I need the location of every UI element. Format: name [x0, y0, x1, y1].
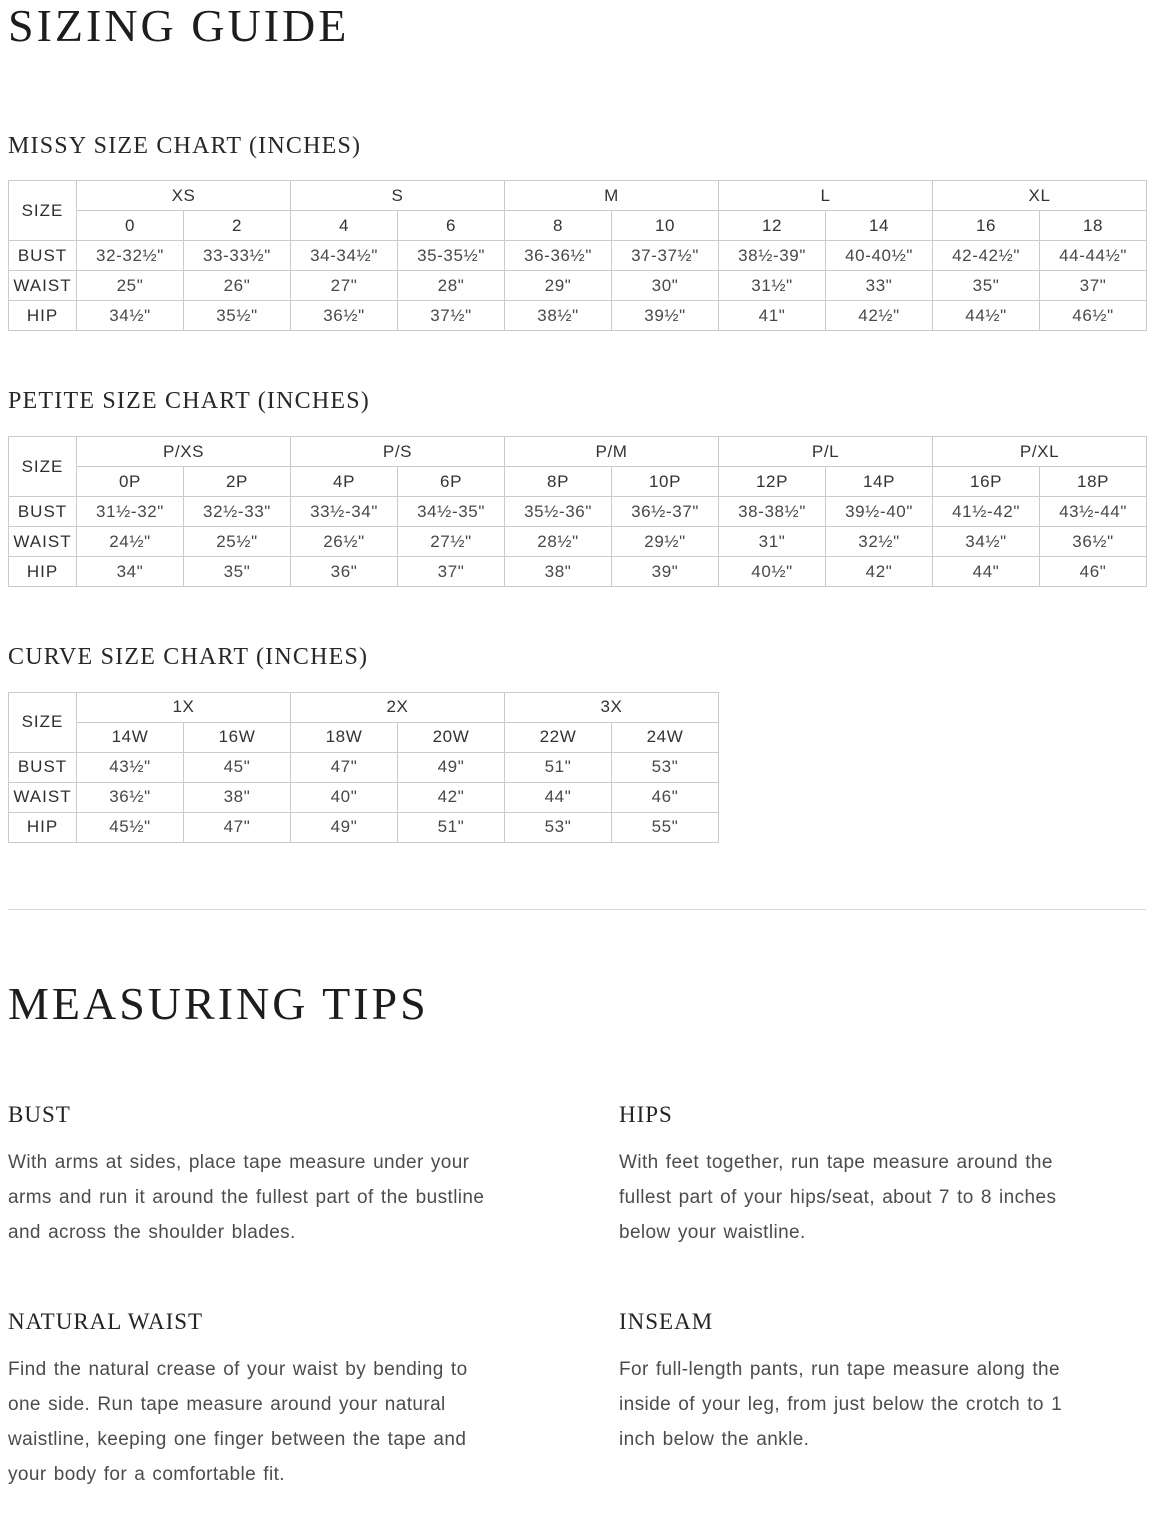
tip-heading-bust: BUST	[8, 1102, 71, 1128]
measurement-cell: 35"	[933, 271, 1040, 301]
chart-heading-missy: MISSY SIZE CHART (INCHES)	[8, 132, 362, 159]
group-header-row	[9, 437, 1147, 467]
row-label-cell: BUST	[9, 752, 77, 782]
sizes-header-row	[9, 211, 1147, 241]
measurement-cell: 37-37½"	[612, 241, 719, 271]
group-header-cell: S	[291, 181, 505, 211]
measurement-cell: 46½"	[1040, 301, 1147, 331]
measurement-cell: 46"	[1040, 557, 1147, 587]
measurement-cell: 51"	[398, 812, 505, 842]
measurement-cell: 36½-37"	[612, 497, 719, 527]
measurement-cell: 27½"	[398, 527, 505, 557]
tip-heading-natural-waist: NATURAL WAIST	[8, 1309, 204, 1335]
bust-row	[9, 241, 1147, 271]
measurement-cell: 30"	[612, 271, 719, 301]
bust-row	[9, 752, 719, 782]
group-header-cell: P/L	[719, 437, 933, 467]
measurement-cell: 39½"	[612, 301, 719, 331]
measurement-cell: 35-35½"	[398, 241, 505, 271]
group-header-cell: P/S	[291, 437, 505, 467]
size-header-cell: 12	[719, 211, 826, 241]
size-label-cell: SIZE	[9, 181, 77, 241]
table-body	[9, 241, 1147, 331]
measurement-cell: 41½-42"	[933, 497, 1040, 527]
measurement-cell: 37½"	[398, 301, 505, 331]
size-header-cell: 22W	[505, 722, 612, 752]
group-header-cell: P/XS	[77, 437, 291, 467]
section-divider	[8, 909, 1146, 910]
measuring-tips-title: MEASURING TIPS	[8, 977, 429, 1029]
size-header-cell: 4	[291, 211, 398, 241]
group-header-cell: P/XL	[933, 437, 1147, 467]
table-body	[9, 497, 1147, 587]
tip-block-inseam	[619, 1308, 1146, 1492]
size-header-cell: 16W	[184, 722, 291, 752]
measurement-cell: 36½"	[291, 301, 398, 331]
size-header-cell: 14W	[77, 722, 184, 752]
size-header-cell: 8	[505, 211, 612, 241]
measurement-cell: 33-33½"	[184, 241, 291, 271]
size-header-cell: 18	[1040, 211, 1147, 241]
group-header-cell: XS	[77, 181, 291, 211]
measurement-cell: 44½"	[933, 301, 1040, 331]
measurement-cell: 35½"	[184, 301, 291, 331]
measurement-cell: 46"	[612, 782, 719, 812]
measurement-cell: 47"	[291, 752, 398, 782]
group-header-row	[9, 181, 1147, 211]
measurement-cell: 32-32½"	[77, 241, 184, 271]
size-header-cell: 0P	[77, 467, 184, 497]
measurement-cell: 27"	[291, 271, 398, 301]
size-header-cell: 4P	[291, 467, 398, 497]
tip-text-inseam: For full-length pants, run tape measure along the inside of your leg, from just below the crotch to 1 inch below the ankle.	[619, 1358, 1063, 1450]
measurement-cell: 38½-39"	[719, 241, 826, 271]
size-header-cell: 16P	[933, 467, 1040, 497]
measurement-cell: 40"	[291, 782, 398, 812]
size-header-cell: 0	[77, 211, 184, 241]
chart-heading-petite: PETITE SIZE CHART (INCHES)	[8, 388, 370, 415]
tip-heading-inseam: INSEAM	[619, 1309, 714, 1335]
table-head	[9, 181, 1147, 241]
measurement-cell: 42-42½"	[933, 241, 1040, 271]
row-label-cell: HIP	[9, 301, 77, 331]
measurement-cell: 51"	[505, 752, 612, 782]
row-label-cell: BUST	[9, 497, 77, 527]
size-chart-block-curve	[8, 643, 1146, 843]
petite-size-table	[8, 436, 1147, 587]
tip-text-hips: With feet together, run tape measure around the fullest part of your hips/seat, about 7 to 8 inches below your waistline.	[619, 1152, 1057, 1244]
tip-text-bust: With arms at sides, place tape measure under your arms and run it around the fullest part of the bustline and across the shoulder blades.	[8, 1152, 485, 1244]
measurement-cell: 38-38½"	[719, 497, 826, 527]
measurement-cell: 31"	[719, 527, 826, 557]
measurement-cell: 33½-34"	[291, 497, 398, 527]
measurement-cell: 44-44½"	[1040, 241, 1147, 271]
sizes-header-row	[9, 467, 1147, 497]
waist-row	[9, 271, 1147, 301]
measurement-cell: 35"	[184, 557, 291, 587]
measurement-cell: 42"	[826, 557, 933, 587]
size-header-cell: 16	[933, 211, 1040, 241]
row-label-cell: WAIST	[9, 527, 77, 557]
measurement-cell: 42½"	[826, 301, 933, 331]
size-chart-block-petite	[8, 387, 1146, 587]
measurement-cell: 38"	[184, 782, 291, 812]
measurement-cell: 35½-36"	[505, 497, 612, 527]
group-header-cell: 2X	[291, 692, 505, 722]
measurement-cell: 36½"	[77, 782, 184, 812]
measurement-cell: 37"	[1040, 271, 1147, 301]
measurement-cell: 26½"	[291, 527, 398, 557]
size-label-cell: SIZE	[9, 692, 77, 752]
measurement-cell: 53"	[505, 812, 612, 842]
measurement-cell: 32½-33"	[184, 497, 291, 527]
group-header-cell: P/M	[505, 437, 719, 467]
measurement-cell: 44"	[933, 557, 1040, 587]
tip-block-hips	[619, 1101, 1146, 1250]
measurement-cell: 42"	[398, 782, 505, 812]
size-header-cell: 18P	[1040, 467, 1147, 497]
size-header-cell: 10P	[612, 467, 719, 497]
size-header-cell: 14P	[826, 467, 933, 497]
row-label-cell: WAIST	[9, 271, 77, 301]
table-body	[9, 752, 719, 842]
measurement-cell: 36½"	[1040, 527, 1147, 557]
measurement-cell: 34½"	[933, 527, 1040, 557]
size-header-cell: 24W	[612, 722, 719, 752]
measuring-tips-grid	[8, 1101, 1146, 1491]
measurement-cell: 34½"	[77, 301, 184, 331]
size-header-cell: 6P	[398, 467, 505, 497]
measurement-cell: 34½-35"	[398, 497, 505, 527]
hip-row	[9, 812, 719, 842]
row-label-cell: HIP	[9, 812, 77, 842]
missy-size-table	[8, 180, 1147, 331]
hip-row	[9, 301, 1147, 331]
hip-row	[9, 557, 1147, 587]
measurement-cell: 31½-32"	[77, 497, 184, 527]
size-header-cell: 2	[184, 211, 291, 241]
measurement-cell: 29½"	[612, 527, 719, 557]
table-head	[9, 437, 1147, 497]
measurement-cell: 36"	[291, 557, 398, 587]
size-header-cell: 12P	[719, 467, 826, 497]
measurement-cell: 40-40½"	[826, 241, 933, 271]
measurement-cell: 43½-44"	[1040, 497, 1147, 527]
size-header-cell: 10	[612, 211, 719, 241]
measurement-cell: 25"	[77, 271, 184, 301]
size-header-cell: 14	[826, 211, 933, 241]
measurement-cell: 39½-40"	[826, 497, 933, 527]
size-charts-section	[8, 132, 1146, 843]
measurement-cell: 31½"	[719, 271, 826, 301]
measurement-cell: 37"	[398, 557, 505, 587]
measurement-cell: 36-36½"	[505, 241, 612, 271]
measurement-cell: 26"	[184, 271, 291, 301]
bust-row	[9, 497, 1147, 527]
measurement-cell: 41"	[719, 301, 826, 331]
measurement-cell: 33"	[826, 271, 933, 301]
chart-heading-curve: CURVE SIZE CHART (INCHES)	[8, 644, 369, 671]
row-label-cell: BUST	[9, 241, 77, 271]
measurement-cell: 38"	[505, 557, 612, 587]
group-header-cell: XL	[933, 181, 1147, 211]
group-header-cell: 1X	[77, 692, 291, 722]
measurement-cell: 49"	[291, 812, 398, 842]
table-head	[9, 692, 719, 752]
size-header-cell: 8P	[505, 467, 612, 497]
measurement-cell: 45"	[184, 752, 291, 782]
measurement-cell: 49"	[398, 752, 505, 782]
measurement-cell: 53"	[612, 752, 719, 782]
size-header-cell: 6	[398, 211, 505, 241]
size-header-cell: 2P	[184, 467, 291, 497]
group-header-row	[9, 692, 719, 722]
measurement-cell: 47"	[184, 812, 291, 842]
measurement-cell: 29"	[505, 271, 612, 301]
group-header-cell: M	[505, 181, 719, 211]
measurement-cell: 55"	[612, 812, 719, 842]
measurement-cell: 34-34½"	[291, 241, 398, 271]
measurement-cell: 25½"	[184, 527, 291, 557]
measurement-cell: 28"	[398, 271, 505, 301]
measurement-cell: 28½"	[505, 527, 612, 557]
group-header-cell: 3X	[505, 692, 719, 722]
measurement-cell: 38½"	[505, 301, 612, 331]
tip-block-bust	[8, 1101, 535, 1250]
measurement-cell: 39"	[612, 557, 719, 587]
size-label-cell: SIZE	[9, 437, 77, 497]
tip-block-natural-waist	[8, 1308, 535, 1492]
measurement-cell: 43½"	[77, 752, 184, 782]
measurement-cell: 34"	[77, 557, 184, 587]
waist-row	[9, 527, 1147, 557]
curve-size-table	[8, 692, 719, 843]
tip-text-natural-waist: Find the natural crease of your waist by bending to one side. Run tape measure around your natural waistline, keeping one finger between the tape and your body for a comfortable fit.	[8, 1358, 468, 1485]
measurement-cell: 40½"	[719, 557, 826, 587]
measurement-cell: 24½"	[77, 527, 184, 557]
measurement-cell: 45½"	[77, 812, 184, 842]
measurement-cell: 44"	[505, 782, 612, 812]
page-title: SIZING GUIDE	[8, 0, 350, 51]
tip-heading-hips: HIPS	[619, 1102, 673, 1128]
sizes-header-row	[9, 722, 719, 752]
row-label-cell: WAIST	[9, 782, 77, 812]
size-header-cell: 18W	[291, 722, 398, 752]
size-header-cell: 20W	[398, 722, 505, 752]
measurement-cell: 32½"	[826, 527, 933, 557]
size-chart-block-missy	[8, 132, 1146, 332]
row-label-cell: HIP	[9, 557, 77, 587]
group-header-cell: L	[719, 181, 933, 211]
waist-row	[9, 782, 719, 812]
